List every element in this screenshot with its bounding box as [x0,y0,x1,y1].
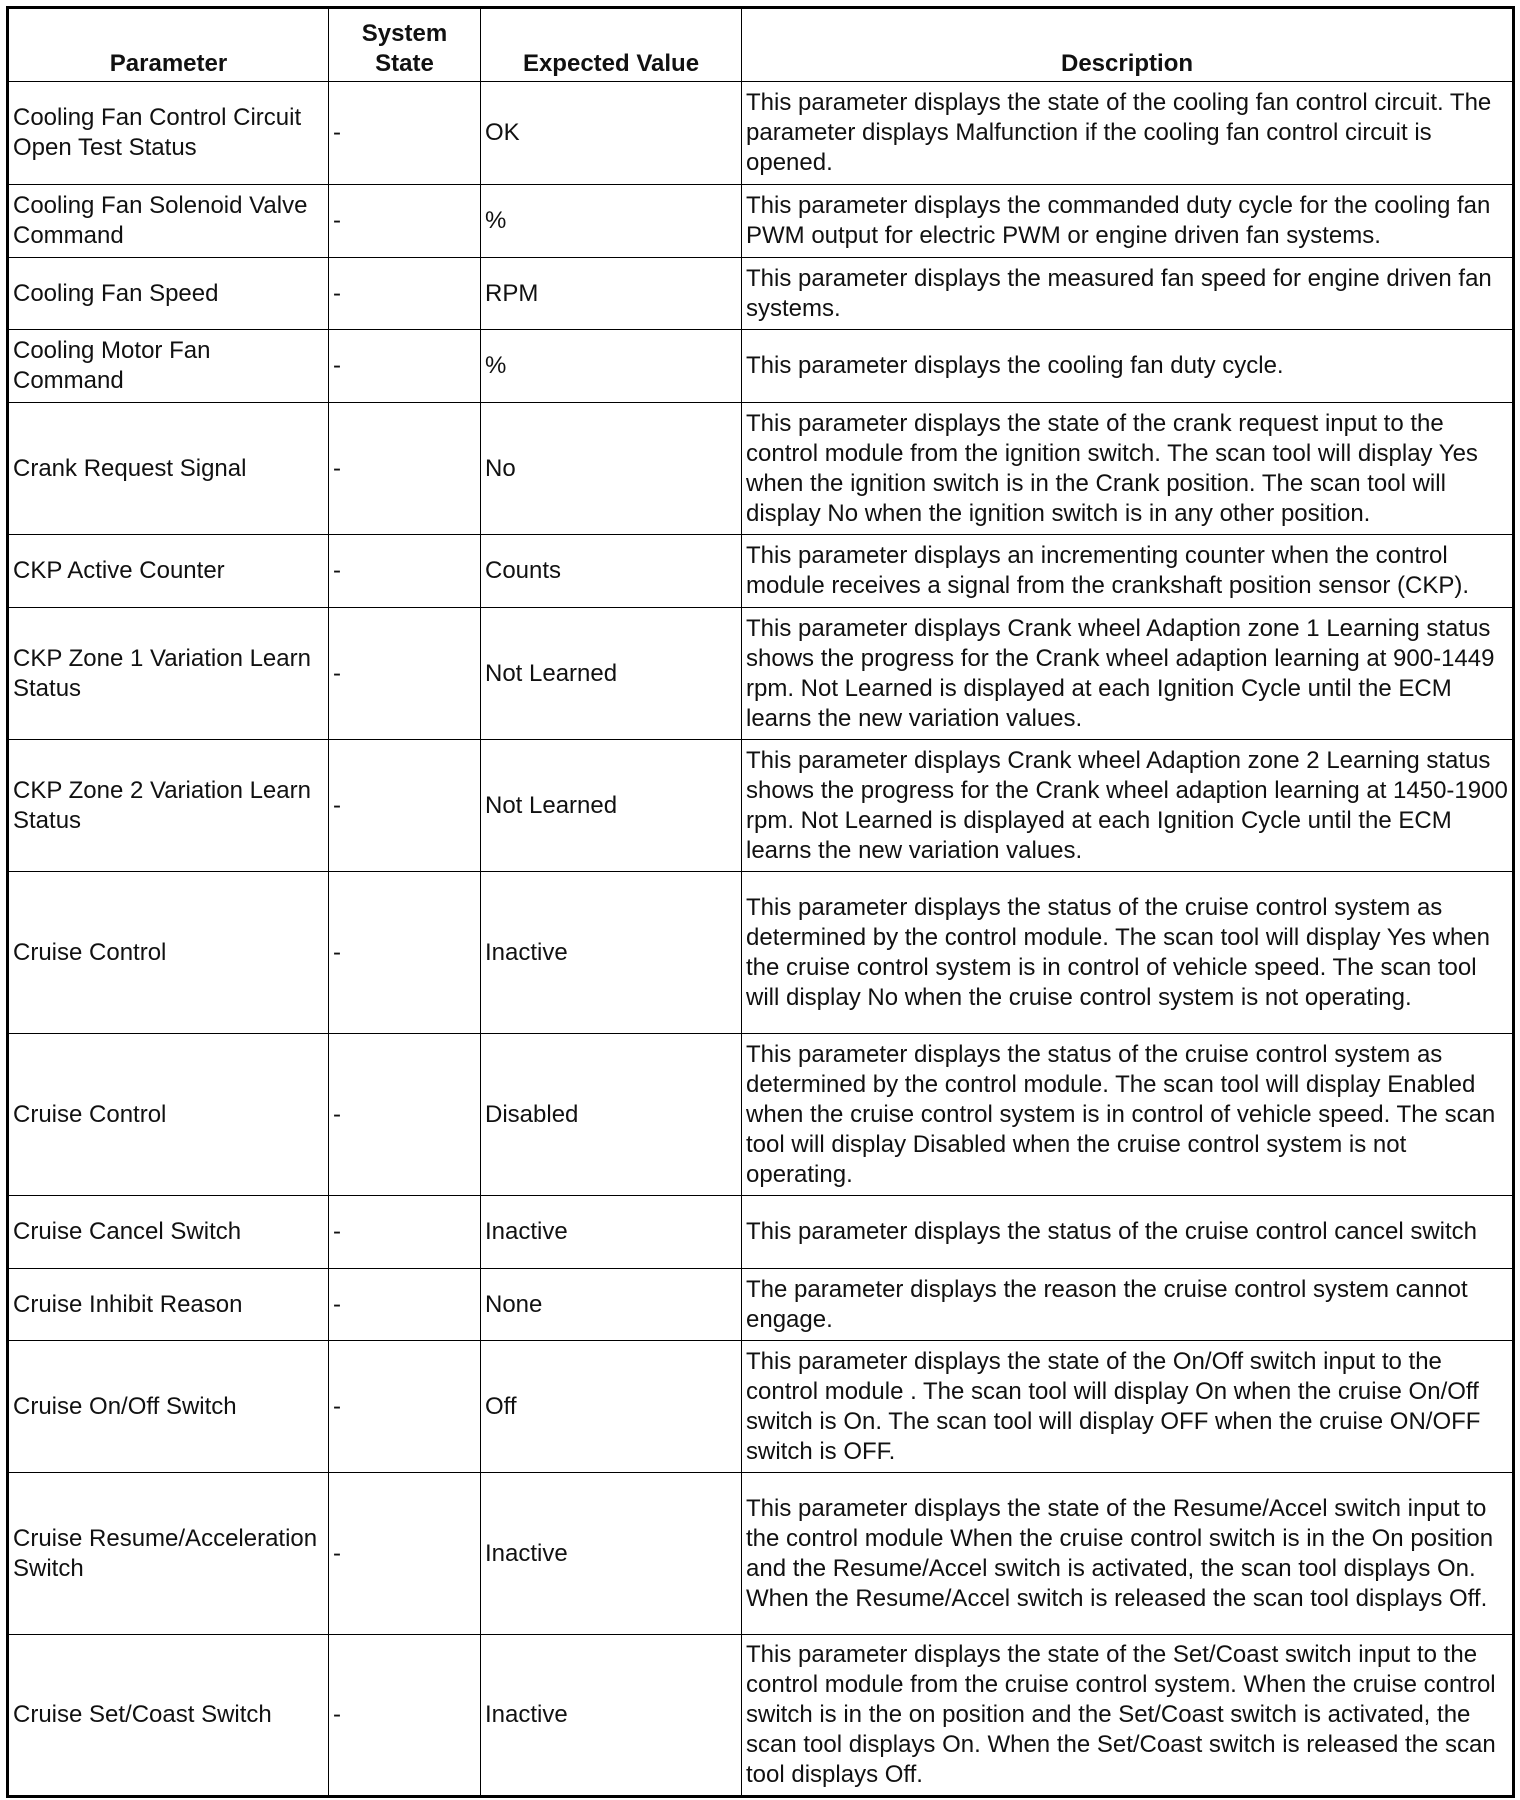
cell-system-state: - [329,1196,481,1269]
cell-parameter: Cruise Control [8,872,329,1034]
header-expected-value: Expected Value [481,8,742,82]
cell-parameter: Cruise Set/Coast Switch [8,1635,329,1797]
cell-parameter: CKP Active Counter [8,535,329,608]
header-description: Description [742,8,1514,82]
cell-description: This parameter displays the status of the cruise control system as determined by the control module. The scan tool will display Yes when the cruise control system is in control of vehicle speed. The scan tool will display No when the cruise control system is not operating. [742,872,1514,1034]
table-row [8,403,1514,535]
cell-expected-value: No [481,403,742,535]
cell-system-state: - [329,535,481,608]
cell-expected-value: Disabled [481,1034,742,1196]
cell-description: This parameter displays the status of the cruise control cancel switch [742,1196,1514,1269]
cell-expected-value: Not Learned [481,608,742,740]
cell-parameter: Cruise Resume/Acceleration Switch [8,1473,329,1635]
cell-expected-value: Off [481,1341,742,1473]
cell-system-state: - [329,185,481,258]
cell-description: This parameter displays the state of the On/Off switch input to the control module . The scan tool will display On when the cruise On/Off switch is On. The scan tool will display OFF when the cruise ON/OFF switch is OFF. [742,1341,1514,1473]
table-row [8,1269,1514,1341]
cell-expected-value: Inactive [481,1196,742,1269]
cell-expected-value: Inactive [481,872,742,1034]
table-row [8,608,1514,740]
cell-expected-value: Counts [481,535,742,608]
cell-system-state: - [329,1635,481,1797]
cell-expected-value: Inactive [481,1635,742,1797]
table-row [8,1034,1514,1196]
document-page [6,6,1512,1798]
cell-parameter: Cooling Fan Speed [8,258,329,330]
cell-description: This parameter displays the state of the crank request input to the control module from the ignition switch. The scan tool will display Yes when the ignition switch is in the Crank position. The scan tool will display No when the ignition switch is in any other position. [742,403,1514,535]
table-row [8,740,1514,872]
cell-system-state: - [329,258,481,330]
cell-expected-value: RPM [481,258,742,330]
table-row [8,1196,1514,1269]
table-header-row [8,8,1514,82]
table-row [8,535,1514,608]
cell-description: This parameter displays the status of the cruise control system as determined by the control module. The scan tool will display Enabled when the cruise control system is in control of vehicle speed. The scan tool will display Disabled when the cruise control system is not operating. [742,1034,1514,1196]
cell-description: The parameter displays the reason the cruise control system cannot engage. [742,1269,1514,1341]
cell-system-state: - [329,1341,481,1473]
cell-parameter: CKP Zone 2 Variation Learn Status [8,740,329,872]
cell-description: This parameter displays an incrementing counter when the control module receives a signal from the crankshaft position sensor (CKP). [742,535,1514,608]
cell-description: This parameter displays the measured fan speed for engine driven fan systems. [742,258,1514,330]
cell-expected-value: Inactive [481,1473,742,1635]
cell-description: This parameter displays the state of the Resume/Accel switch input to the control module When the cruise control switch is in the On position and the Resume/Accel switch is activated, the scan tool displays On. When the Resume/Accel switch is released the scan tool displays Off. [742,1473,1514,1635]
cell-system-state: - [329,1473,481,1635]
table-row [8,330,1514,403]
cell-system-state: - [329,1269,481,1341]
cell-parameter: Crank Request Signal [8,403,329,535]
cell-description: This parameter displays the state of the cooling fan control circuit. The parameter displays Malfunction if the cooling fan control circuit is opened. [742,82,1514,185]
table-row [8,82,1514,185]
cell-system-state: - [329,1034,481,1196]
cell-system-state: - [329,872,481,1034]
cell-parameter: Cruise Control [8,1034,329,1196]
cell-description: This parameter displays the state of the Set/Coast switch input to the control module from the cruise control system. When the cruise control switch is in the on position and the Set/Coast switch is activated, the scan tool displays On. When the Set/Coast switch is released the scan tool displays Off. [742,1635,1514,1797]
table-row [8,872,1514,1034]
cell-parameter: Cruise Inhibit Reason [8,1269,329,1341]
cell-system-state: - [329,608,481,740]
cell-parameter: Cruise Cancel Switch [8,1196,329,1269]
cell-expected-value: % [481,330,742,403]
cell-parameter: Cooling Fan Solenoid Valve Command [8,185,329,258]
header-system-state: System State [329,8,481,82]
table-row [8,1473,1514,1635]
cell-description: This parameter displays the commanded duty cycle for the cooling fan PWM output for electric PWM or engine driven fan systems. [742,185,1514,258]
cell-system-state: - [329,403,481,535]
cell-expected-value: % [481,185,742,258]
cell-expected-value: OK [481,82,742,185]
cell-system-state: - [329,330,481,403]
parameter-table [6,6,1515,1798]
cell-expected-value: None [481,1269,742,1341]
table-row [8,185,1514,258]
cell-description: This parameter displays the cooling fan duty cycle. [742,330,1514,403]
cell-description: This parameter displays Crank wheel Adaption zone 2 Learning status shows the progress for the Crank wheel adaption learning at 1450-1900 rpm. Not Learned is displayed at each Ignition Cycle until the ECM learns the new variation values. [742,740,1514,872]
cell-system-state: - [329,82,481,185]
cell-parameter: Cooling Motor Fan Command [8,330,329,403]
table-row [8,258,1514,330]
header-parameter: Parameter [8,8,329,82]
table-row [8,1635,1514,1797]
table-row [8,1341,1514,1473]
cell-expected-value: Not Learned [481,740,742,872]
cell-system-state: - [329,740,481,872]
cell-description: This parameter displays Crank wheel Adaption zone 1 Learning status shows the progress for the Crank wheel adaption learning at 900-1449 rpm. Not Learned is displayed at each Ignition Cycle until the ECM learns the new variation values. [742,608,1514,740]
cell-parameter: Cruise On/Off Switch [8,1341,329,1473]
cell-parameter: Cooling Fan Control Circuit Open Test Status [8,82,329,185]
cell-parameter: CKP Zone 1 Variation Learn Status [8,608,329,740]
